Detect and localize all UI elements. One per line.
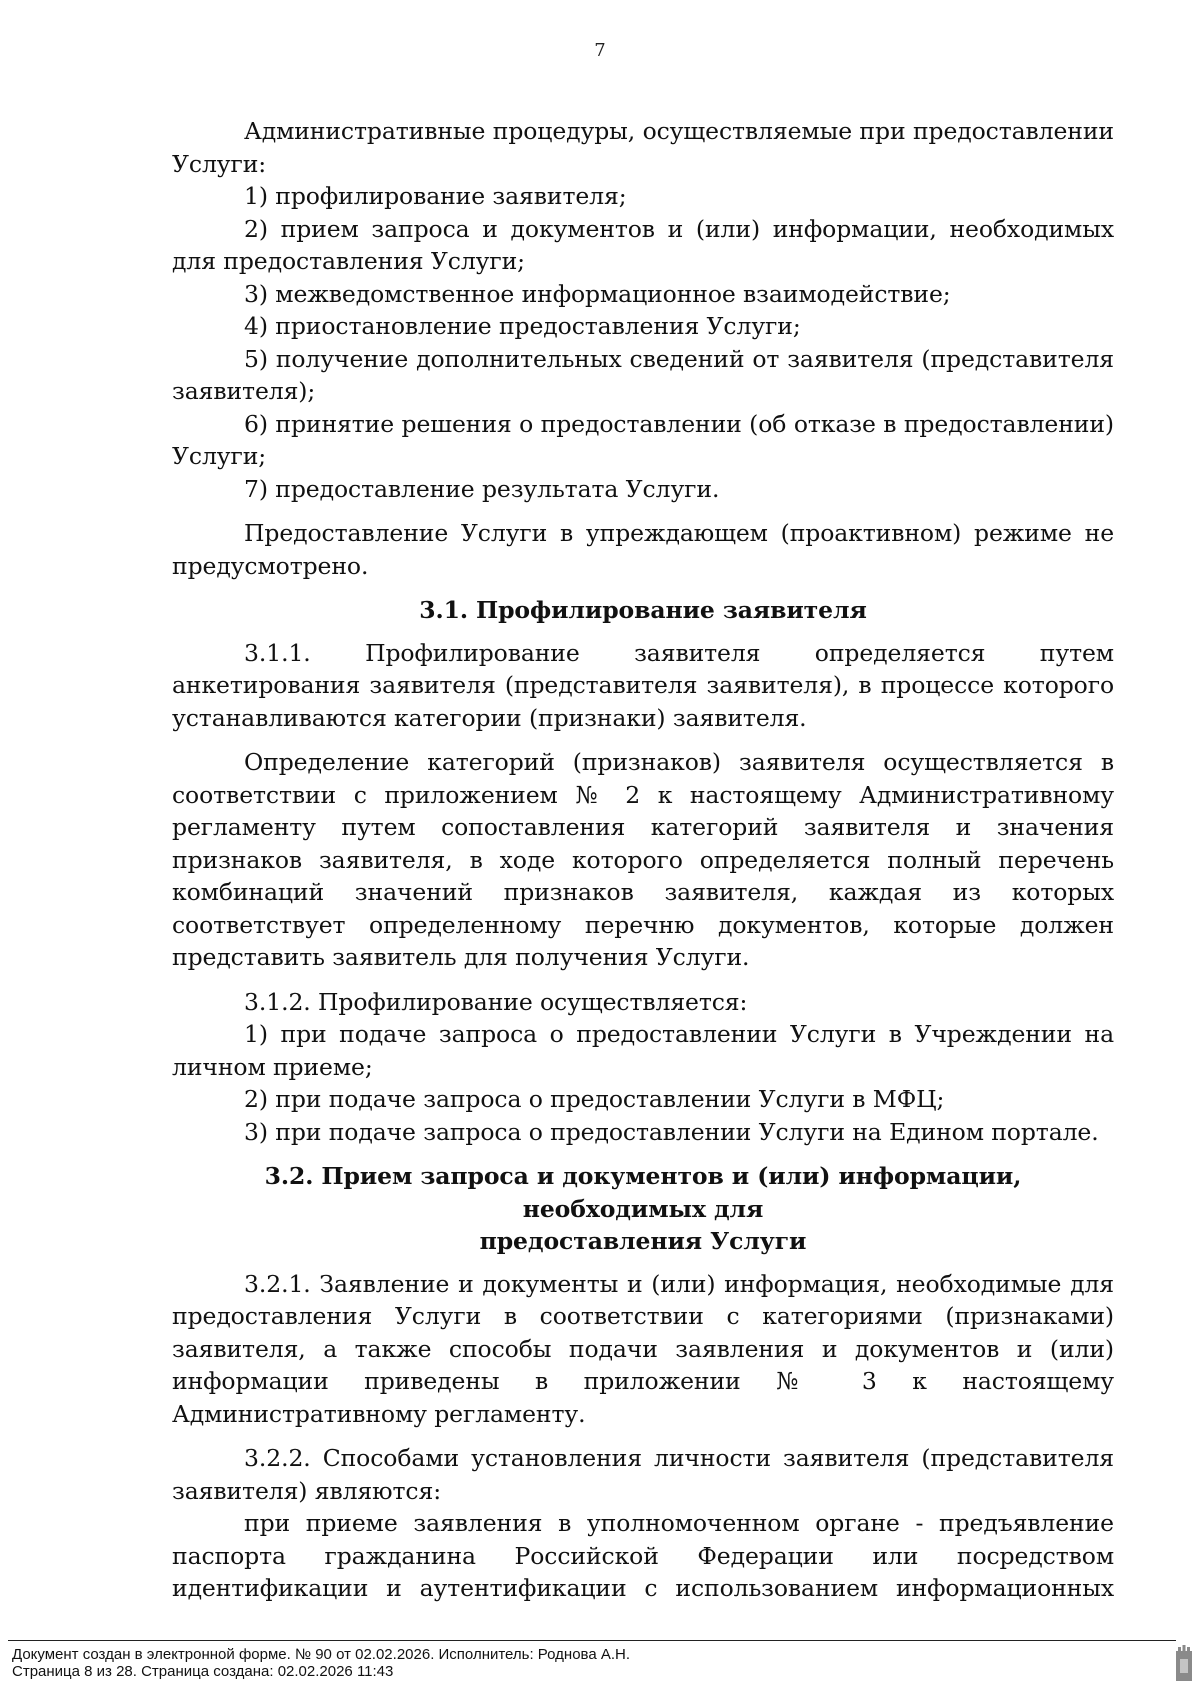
list-item-1: 1) профилирование заявителя; xyxy=(244,182,627,210)
paragraph-intro: Административные процедуры, осуществляемые при предоставлении Услуги: xyxy=(172,117,1114,178)
list-item-7: 7) предоставление результата Услуги. xyxy=(244,474,720,503)
list-item-6: 6) принятие решения о предоставлении (об отказе в предоставлении) Услуги; xyxy=(172,409,1114,470)
paragraph-3-2-1: 3.2.1. Заявление и документы и (или) информация, необходимые для предоставления Услуги в соответствии с категориями (признаками) заявителя, а также способы подачи заявления и документов и (или) информации приведены в приложении № 3 к настоящему Административному регламенту. xyxy=(172,1269,1114,1428)
list-item-profiling-1: 1) при подаче запроса о предоставлении Услуги в Учреждении на личном приеме; xyxy=(172,1020,1114,1081)
coat-of-arms-icon xyxy=(1172,1645,1196,1685)
page-number: 7 xyxy=(594,40,606,61)
section-heading-3-1: 3.1. Профилирование заявителя xyxy=(419,596,867,624)
paragraph-identity: при приеме заявления в уполномоченном органе - предъявление паспорта гражданина Российской Федерации или посредством идентификации и аутентификации с использованием информационных xyxy=(172,1509,1114,1602)
footer-info xyxy=(12,1646,630,1680)
footer-line-2: Страница 8 из 28. Страница создана: 02.02.2026 11:43 xyxy=(12,1663,394,1680)
list-item-2: 2) прием запроса и документов и (или) информации, необходимых для предоставления Услуги; xyxy=(172,214,1114,275)
section-heading-3-2-line2: предоставления Услуги xyxy=(479,1227,807,1255)
paragraph-3-2-2: 3.2.2. Способами установления личности заявителя (представителя заявителя) являются: xyxy=(172,1444,1114,1505)
document-body xyxy=(172,115,1114,1605)
paragraph-3-1-1: 3.1.1. Профилирование заявителя определяется путем анкетирования заявителя (представителя заявителя), в процессе которого устанавливаются категории (признаки) заявителя. xyxy=(172,638,1114,732)
section-heading-3-2-line1: 3.2. Прием запроса и документов и (или) информации, необходимых для xyxy=(264,1162,1022,1223)
list-item-5: 5) получение дополнительных сведений от заявителя (представителя заявителя); xyxy=(172,344,1114,405)
section-heading-3-2 xyxy=(172,1160,1114,1258)
list-item-profiling-3: 3) при подаче запроса о предоставлении Услуги на Едином портале. xyxy=(244,1117,1099,1146)
paragraph-proactive: Предоставление Услуги в упреждающем (проактивном) режиме не предусмотрено. xyxy=(172,519,1114,580)
footer-line-1: Документ создан в электронной форме. № 90 от 02.02.2026. Исполнитель: Роднова А.Н. xyxy=(12,1646,631,1663)
list-item-profiling-2: 2) при подаче запроса о предоставлении Услуги в МФЦ; xyxy=(244,1085,945,1113)
list-item-4: 4) приостановление предоставления Услуги; xyxy=(244,312,801,340)
paragraph-3-1-2: 3.1.2. Профилирование осуществляется: xyxy=(244,987,748,1016)
footer-divider xyxy=(8,1640,1176,1641)
list-item-3: 3) межведомственное информационное взаимодействие; xyxy=(244,279,951,308)
paragraph-categories: Определение категорий (признаков) заявителя осуществляется в соответствии с приложением № 2 к настоящему Административному регламенту путем сопоставления категорий заявителя и значения признаков заявителя, в ходе которого определяется полный перечень комбинаций значений признаков заявителя, каждая из которых соответствует определенному перечню документов, которые должен представить заявитель для получения Услуги. xyxy=(172,748,1114,971)
